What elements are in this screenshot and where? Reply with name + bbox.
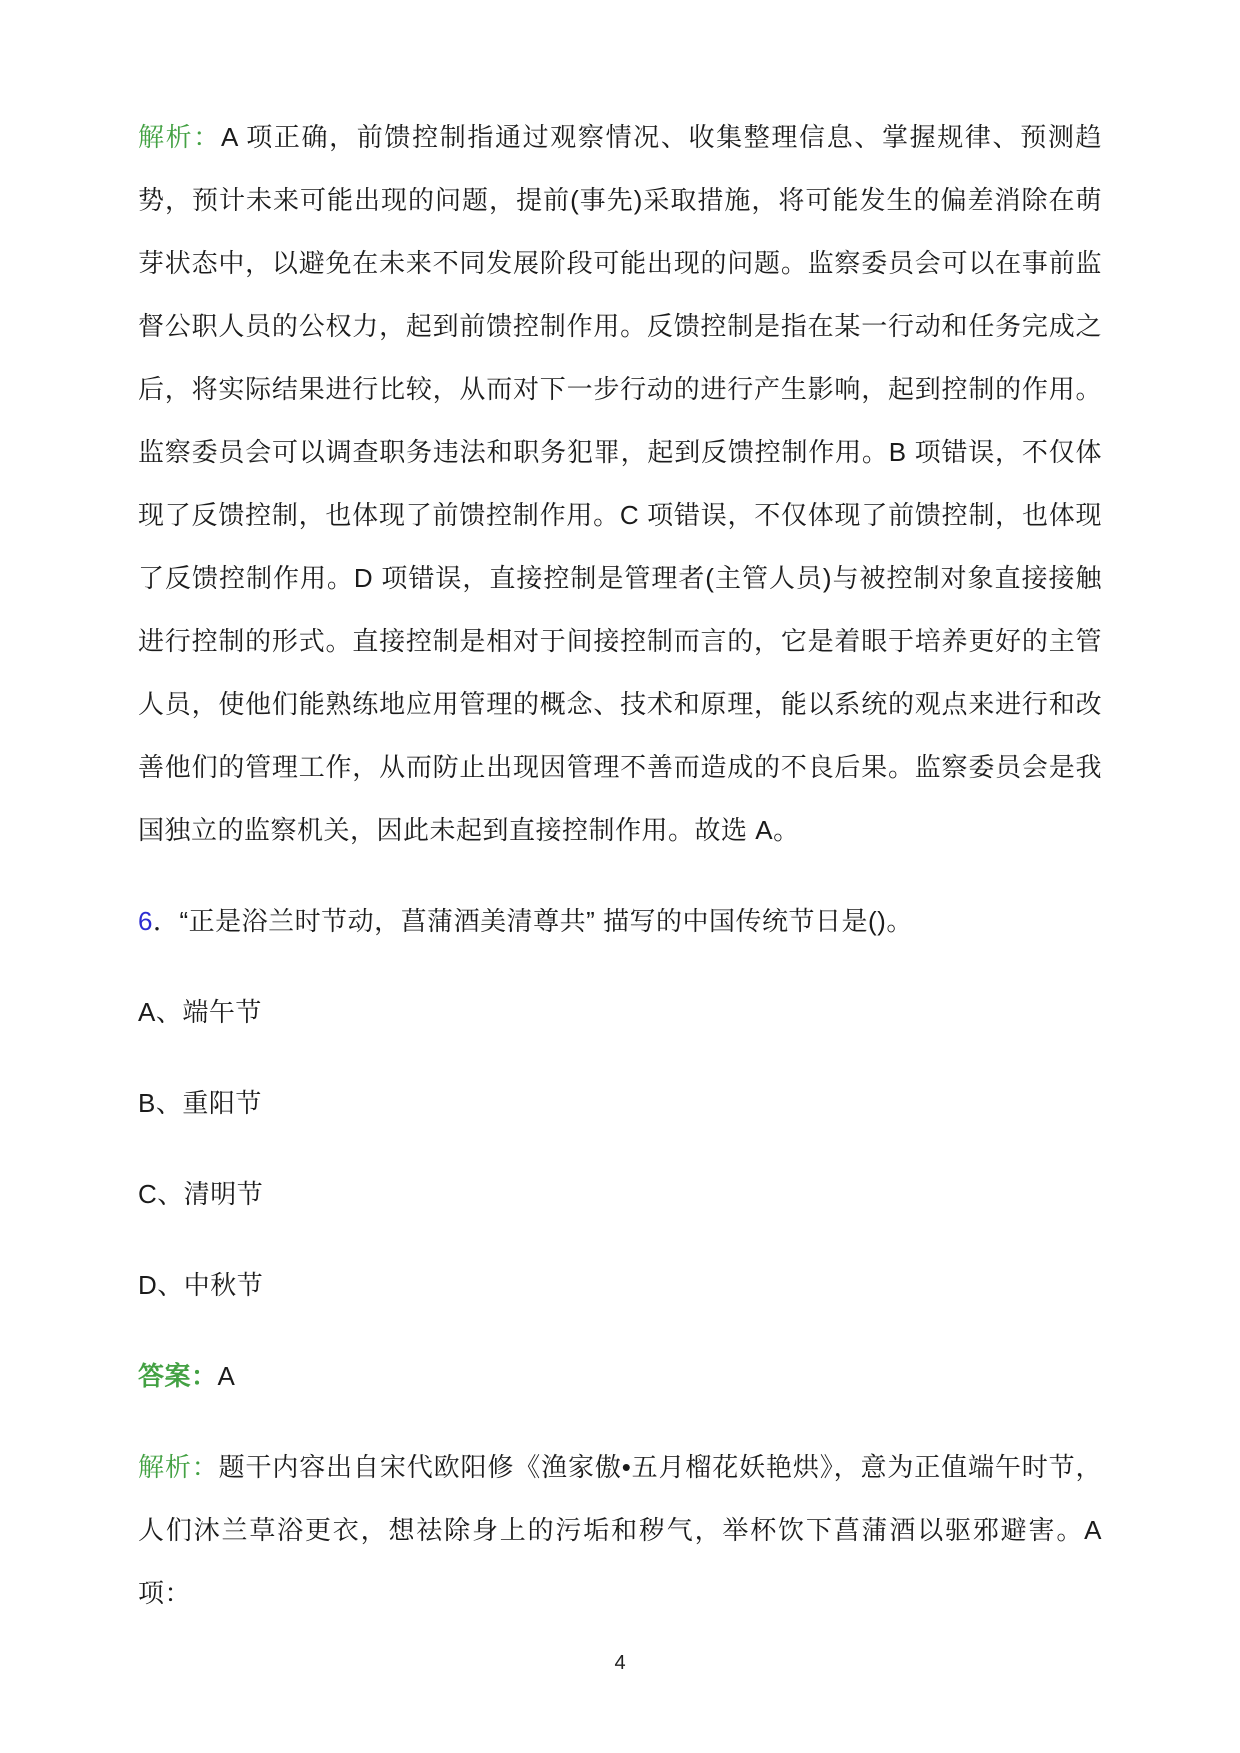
answer-row	[138, 1345, 1102, 1408]
option-c-text: 清明节	[183, 1179, 264, 1209]
option-d-label: D、	[138, 1270, 184, 1300]
answer-label: 答案：	[138, 1361, 218, 1391]
option-d-text: 中秋节	[183, 1270, 264, 1300]
option-a-label: A、	[138, 997, 183, 1027]
question-6-number: 6	[138, 906, 153, 936]
q6-analysis-text: 题干内容出自宋代欧阳修《渔家傲•五月榴花妖艳烘》，意为正值端午时节，人们沐兰草浴更衣，想祛除身上的污垢和秽气，举杯饮下菖蒲酒以驱邪避害。A 项：	[138, 1452, 1102, 1608]
option-c-label: C、	[138, 1179, 184, 1209]
option-b-text: 重阳节	[182, 1088, 262, 1118]
q6-analysis-label: 解析：	[138, 1452, 219, 1482]
option-a-text: 端午节	[182, 997, 262, 1027]
answer-value: A	[217, 1361, 236, 1391]
q5-analysis-text: A 项正确，前馈控制指通过观察情况、收集整理信息、掌握规律、预测趋势，预计未来可能出现的问题，提前(事先)采取措施，将可能发生的偏差消除在萌芽状态中，以避免在未来不同发展阶段可能出现的问题。监察委员会可以在事前监督公职人员的公权力，起到前馈控制作用。反馈控制是指在某一行动和任务完成之后，将实际结果进行比较，从而对下一步行动的进行产生影响，起到控制的作用。监察委员会可以调查职务违法和职务犯罪，起到反馈控制作用。B 项错误，不仅体现了反馈控制，也体现了前馈控制作用。C 项错误，不仅体现了前馈控制，也体现了反馈控制作用。D 项错误，直接控制是管理者(主管人员)与被控制对象直接接触进行控制的形式。直接控制是相对于间接控制而言的，它是着眼于培养更好的主管人员，使他们能熟练地应用管理的概念、技术和原理，能以系统的观点来进行和改善他们的管理工作，从而防止出现因管理不善而造成的不良后果。监察委员会是我国独立的监察机关，因此未起到直接控制作用。故选 A。	[138, 122, 1102, 845]
option-b	[138, 1072, 1102, 1135]
question-6-text: “正是浴兰时节动，菖蒲酒美清尊共” 描写的中国传统节日是()。	[179, 906, 913, 936]
question-6-stem	[138, 890, 1102, 953]
q5-analysis-label: 解析：	[138, 122, 221, 152]
option-d	[138, 1254, 1102, 1317]
page-number: 4	[614, 1652, 626, 1674]
option-a	[138, 981, 1102, 1044]
question-6-number-separator: ．	[152, 906, 180, 936]
q5-analysis-paragraph	[138, 106, 1102, 862]
q6-analysis-paragraph	[138, 1436, 1102, 1625]
option-c	[138, 1163, 1102, 1226]
option-b-label: B、	[138, 1088, 183, 1118]
